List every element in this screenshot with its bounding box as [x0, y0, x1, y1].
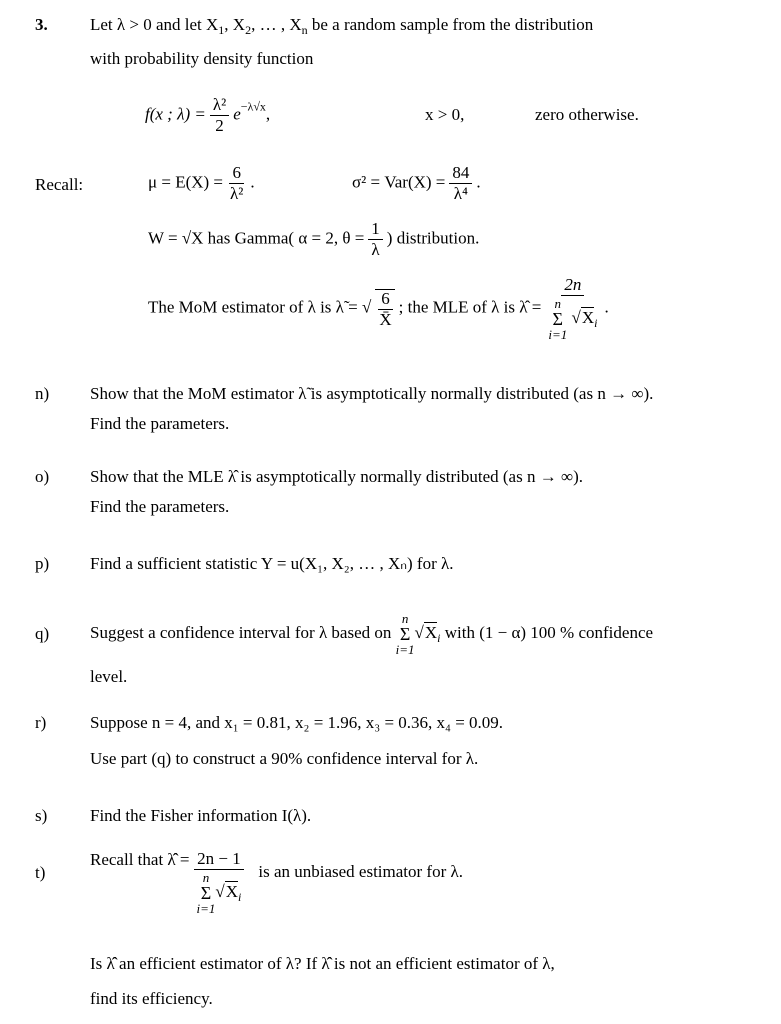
q-text: with (1 − α) 100 % confidence: [444, 622, 654, 642]
subscript: i: [238, 889, 242, 904]
q-text: Suggest a confidence interval for λ based on: [90, 622, 392, 642]
part-t-line3: find its efficiency.: [90, 989, 213, 1008]
intro-text: be a random sample from the distribution: [307, 15, 594, 34]
mean-fraction: [227, 164, 246, 203]
sum-top: n: [554, 296, 562, 311]
numerator: 84: [449, 164, 472, 184]
part-n-line1: Show that the MoM estimator λ̃ is asymptotically normally distributed (as n → ∞).: [90, 384, 654, 403]
part-s-line1: Find the Fisher information I(λ).: [90, 806, 312, 825]
intro-text: , … , X: [251, 15, 302, 34]
pdf-formula: [145, 96, 270, 135]
intro-line-2: with probability density function: [90, 49, 314, 68]
subscript: 1: [218, 23, 225, 37]
sum-bottom: i=1: [548, 327, 568, 342]
numerator: 6: [229, 164, 244, 184]
part-s-label: s): [35, 806, 48, 825]
part-t-line2: Is λ̂̂ an efficient estimator of λ? If λ̂̂ is not an efficient estimator of λ,: [90, 954, 555, 973]
numerator: 1: [368, 220, 383, 240]
variance-formula: [352, 164, 481, 203]
subscript: n: [301, 23, 308, 37]
exponent: −λ√x: [240, 99, 266, 114]
exp-base: e: [233, 104, 241, 124]
estimators-statement: The MoM estimator of λ is λ̃ = √ $\frac{6}{X̄}$ ; the MLE of λ is λ̂ = 2n n Σ i=1 $√X_i$ .: [148, 275, 609, 342]
part-o-label: o): [35, 467, 50, 486]
comma: ,: [265, 104, 271, 124]
pdf-support: x > 0,: [425, 105, 465, 124]
denominator: λ²: [230, 184, 244, 203]
unbiased-fraction: [194, 850, 245, 915]
part-n-label: n): [35, 384, 50, 403]
part-p-label: p): [35, 554, 50, 573]
numerator: 2n − 1: [194, 850, 244, 870]
sqrt-xi: X: [424, 622, 438, 642]
var-fraction: [449, 164, 472, 203]
part-n-line2: Find the parameters.: [90, 414, 230, 433]
sum-top: n: [401, 611, 409, 626]
part-p-line1: Find a sufficient statistic Y = u(X₁, X₂, … , Xₙ) for λ.: [90, 554, 454, 573]
period: .: [250, 172, 255, 192]
pdf-fraction: [210, 96, 229, 135]
sigma: Σ: [552, 309, 564, 329]
intro-text: Let λ > 0 and let X: [90, 15, 219, 34]
sqrt-xi: X: [225, 881, 239, 901]
sum-symbol: [548, 297, 567, 341]
sum-top: n: [202, 870, 210, 885]
denominator: n Σ i=1 $√X_i$: [196, 870, 242, 916]
gamma-text: ) distribution.: [386, 228, 480, 248]
mean-formula: [148, 164, 255, 203]
numerator: 6: [378, 290, 393, 310]
subscript: 2: [245, 23, 252, 37]
part-q-line1: Suggest a confidence interval for λ based on n Σ i=1 $√X_i$ with (1 − α) 100 % confidence: [90, 611, 654, 657]
numerator: λ²: [210, 96, 229, 116]
part-t-label: t): [35, 863, 46, 882]
part-o-line1: Show that the MLE λ̂ is asymptotically normally distributed (as n → ∞).: [90, 467, 583, 486]
gamma-text: W = √X has Gamma( α = 2, θ =: [148, 228, 365, 248]
mom-fraction: [375, 289, 394, 329]
denominator: X̄: [379, 309, 392, 329]
denominator: 2: [215, 116, 224, 135]
part-q-label: q): [35, 624, 50, 643]
subscript: i: [437, 630, 441, 645]
part-r-line1: Suppose n = 4, and x₁ = 0.81, x₂ = 1.96, x₃ = 0.36, x₄ = 0.09.: [90, 713, 504, 732]
mom-text: The MoM estimator of λ is λ̃ =: [148, 297, 358, 317]
t-text: is an unbiased estimator for λ.: [258, 862, 463, 881]
recall-label: Recall:: [35, 175, 84, 194]
problem-intro: [90, 15, 593, 35]
sum-bottom: i=1: [395, 642, 415, 657]
part-r-label: r): [35, 713, 47, 732]
period: .: [476, 172, 481, 192]
sigma: Σ: [399, 624, 411, 644]
sqrt-xi: X: [581, 307, 595, 327]
sum-bottom: i=1: [196, 901, 216, 916]
part-t-line1: [90, 850, 463, 915]
part-r-line2: Use part (q) to construct a 90% confidence interval for λ.: [90, 749, 479, 768]
period: .: [604, 297, 609, 317]
denominator: n Σ i=1 $√X_i$: [548, 296, 598, 342]
mean-lhs: μ = E(X) =: [148, 172, 224, 192]
gamma-statement: [148, 220, 479, 259]
t-text: Recall that λ̂̂ =: [90, 850, 190, 869]
sum-symbol: [197, 871, 216, 915]
mle-text: ; the MLE of λ is λ̂ =: [398, 297, 542, 317]
denominator: λ⁴: [453, 184, 468, 203]
sum-symbol: [396, 612, 415, 656]
subscript: i: [594, 315, 598, 330]
denominator: λ: [371, 240, 380, 259]
problem-number: 3.: [35, 15, 48, 34]
mle-fraction: [545, 276, 600, 341]
var-lhs: σ² = Var(X) =: [352, 172, 446, 192]
pdf-otherwise: zero otherwise.: [535, 105, 639, 124]
part-o-line2: Find the parameters.: [90, 497, 230, 516]
sigma: Σ: [200, 883, 212, 903]
theta-fraction: [368, 220, 383, 259]
part-q-line2: level.: [90, 667, 128, 686]
pdf-lhs: f(x ; λ) =: [145, 104, 206, 124]
numerator: 2n: [561, 276, 584, 296]
intro-text: , X: [224, 15, 246, 34]
